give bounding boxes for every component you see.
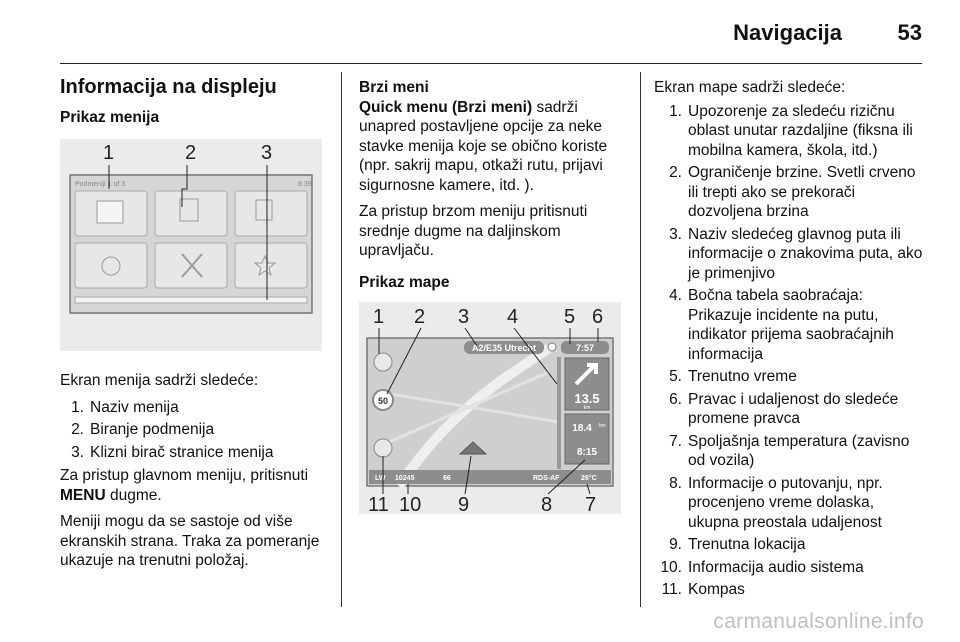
callout-11: 11 [368, 494, 389, 514]
map-display-figure [359, 302, 621, 514]
current-time: 7:57 [575, 343, 595, 353]
list-item: 2. Ograničenje brzine. Svetli crveno ili trepti ako se prekorači dozvoljena brzina [669, 164, 916, 220]
remaining-distance-unit: km [599, 423, 606, 429]
list-item: 1. Naziv menija [71, 398, 179, 416]
main-menu-paragraph: Za pristup glavnom meniju, pritisnuti MENU dugme. [60, 467, 309, 504]
list-item: 5. Trenutno vreme [669, 368, 797, 385]
column-3 [654, 78, 926, 604]
menu-page-scrollbar [75, 297, 307, 303]
column-divider-1 [341, 72, 342, 607]
quick-menu-paragraph: Quick menu (Brzi meni) sadrži unapred postavljene opcije za neke stavke menija koje se obično koriste (npr. sakrij mapu, otkaži rutu, prijavi sigurnosne kamere, itd. ). [359, 98, 608, 194]
column-2 [359, 78, 625, 514]
menu-button-name: MENU [60, 486, 106, 504]
callout-2: 2 [414, 306, 426, 328]
menu-tile-4 [75, 243, 147, 288]
callout-7: 7 [585, 494, 597, 514]
watermark: carmanualsonline.info [713, 610, 924, 633]
menu-tile-6 [235, 243, 307, 288]
menu-tile-2 [155, 191, 227, 236]
callout-9: 9 [458, 494, 470, 514]
list-item: 3. Klizni birač stranice menija [71, 443, 274, 461]
menu-screen-title: Podmeniji 1 of 3 [75, 181, 126, 188]
page-number: 53 [897, 20, 922, 45]
list-item: 11. Kompas [661, 581, 745, 598]
arrival-time: 8:15 [576, 447, 598, 458]
list-item: 4. Bočna tabela saobraćaja: Prikazuje incidente na putu, indikator prijema saobraćajnih informacija [669, 287, 894, 363]
audio-info: 10245 [395, 475, 415, 482]
callout-1: 1 [103, 142, 115, 164]
list-item: 7. Spoljašnja temperatura (zavisno od vozila) [669, 432, 910, 469]
chapter-title: Navigacija [733, 20, 842, 45]
compass-reading: LW [375, 475, 386, 482]
callout-8: 8 [541, 494, 553, 514]
quick-menu-heading: Brzi meni [359, 79, 429, 96]
section-title: Informacija na displeju [60, 76, 277, 98]
menu-items-list [60, 398, 328, 463]
menu-intro: Ekran menija sadrži sledeće: [60, 372, 259, 389]
quick-menu-term: Quick menu (Brzi meni) [359, 98, 533, 116]
callout-10: 10 [399, 494, 422, 514]
outside-temperature: 26°C [581, 475, 597, 482]
subsection-title: Prikaz menija [60, 108, 160, 126]
callout-5: 5 [564, 306, 576, 328]
callout-6: 6 [592, 306, 604, 328]
header-divider [60, 63, 922, 64]
menu-display-figure [60, 139, 322, 351]
menu-tile-3 [235, 191, 307, 236]
list-item: 10. Informacija audio sistema [660, 558, 864, 576]
remaining-distance: 18.4 [572, 423, 592, 434]
list-item: 6. Pravac i udaljenost do sledeće promene pravca [669, 390, 899, 427]
list-item: 3. Naziv sledećeg glavnog puta ili informacije o znakovima puta, ako je primenjivo [669, 225, 923, 282]
list-item: 9. Trenutna lokacija [669, 536, 806, 553]
audio-value: 66 [443, 475, 451, 482]
turn-distance-unit: km [583, 405, 591, 411]
list-item: 2. Biranje podmenija [71, 421, 215, 438]
map-display-illustration [359, 302, 621, 514]
menu-display-illustration [60, 139, 322, 351]
warning-icon [374, 353, 392, 371]
callout-3: 3 [261, 142, 273, 164]
rds-label: RDS-AF [533, 475, 560, 482]
menu-pages-paragraph: Meniji mogu da se sastoje od više ekranskih strana. Traka za pomeranje ukazuje na trenutni položaj. [60, 513, 320, 569]
speed-limit-value: 50 [377, 396, 389, 406]
traffic-side-bar [557, 357, 561, 469]
column-1 [60, 78, 328, 578]
quick-menu-access-paragraph: Za pristup brzom meniju pritisnuti srednje dugme na daljinskom upravljaču. [359, 203, 588, 259]
map-icon [97, 201, 123, 223]
list-item: 8. Informacije o putovanju, npr. procenjeno vreme dolaska, ukupna preostala udaljenost [669, 474, 883, 531]
map-display-heading: Prikaz mape [359, 273, 450, 291]
column-divider-2 [640, 72, 641, 607]
compass-icon [374, 439, 392, 457]
map-items-list [654, 102, 926, 600]
callout-1: 1 [373, 306, 385, 328]
map-intro: Ekran mape sadrži sledeće: [654, 79, 846, 96]
list-item: 1. Upozorenje za sledeću rizičnu oblast unutar razdaljine (fiksna ili mobilna kamera, škola, itd.) [669, 102, 913, 159]
turn-distance: 13.5 [574, 391, 600, 406]
callout-4: 4 [507, 306, 519, 328]
road-name: A2/E35 Utrecht [471, 343, 537, 353]
traffic-indicator-icon [548, 343, 556, 351]
menu-screen-time: 8:39 [298, 181, 312, 188]
callout-3: 3 [458, 306, 470, 328]
callout-2: 2 [185, 142, 197, 164]
